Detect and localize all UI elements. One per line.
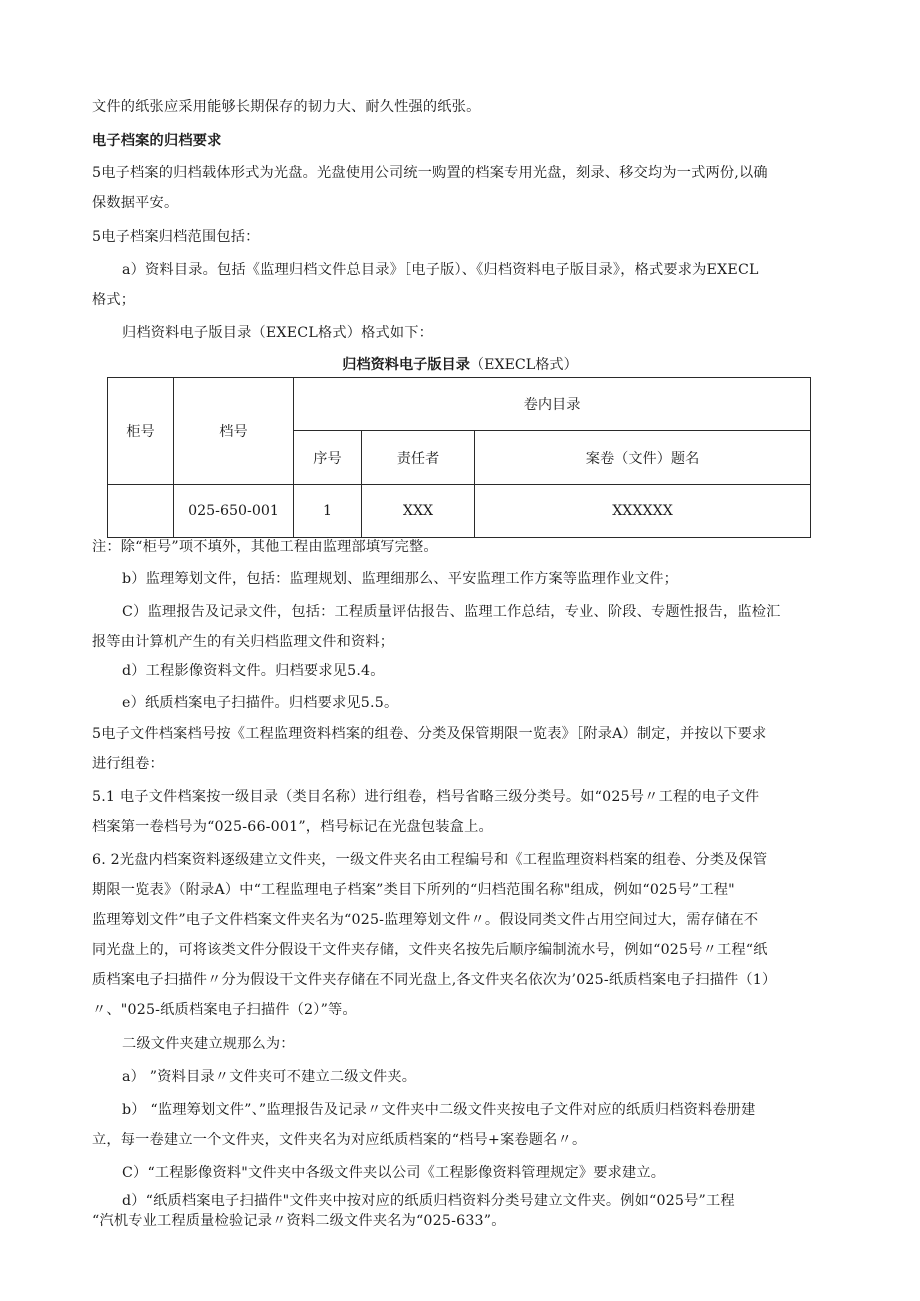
- cell-cabinet-no: [108, 485, 174, 538]
- header-responsible: 责任者: [362, 431, 475, 485]
- item-a-line2: 格式；: [92, 292, 136, 308]
- paragraph-archive-no-line2: 进行组卷：: [92, 756, 164, 772]
- item-a-line1: a）资料目录。包括《监理归档文件总目录》［电子版）、《归档资料电子版目录》，格式要求为EXECL: [122, 262, 759, 278]
- paragraph-carrier-line1: 5电子档案的归档载体形式为光盘。光盘使用公司统一购置的档案专用光盘，刻录、移交均为一式两份,以确: [92, 165, 768, 181]
- section-6-2-line1: 6. 2光盘内档案资料逐级建立文件夹，一级文件夹名由工程编号和《工程监理资料档案的组卷、分类及保管: [92, 852, 768, 868]
- table-caption-title: 归档资料电子版目录: [342, 357, 470, 373]
- item-c-line1: C）监理报告及记录文件，包括：工程质量评估报告、监理工作总结，专业、阶段、专题性报告，监检汇: [122, 604, 781, 620]
- item-d: d）工程影像资料文件。归档要求见5.4。: [122, 663, 385, 679]
- cell-seq: 1: [294, 485, 362, 538]
- table-caption-format: （EXECL格式）: [469, 357, 578, 373]
- paragraph-archive-no-line1: 5电子文件档案档号按《工程监理资料档案的组卷、分类及保管期限一览表》［附录A）制定，并按以下要求: [92, 726, 767, 742]
- section-6-2-line3: 监理筹划文件”电子文件档案文件夹名为“025-监理筹划文件〃。假设同类文件占用空间过大，需存储在不: [92, 912, 759, 928]
- rule-d-line2: “汽机专业工程质量检验记录〃资料二级文件夹名为“025-633”。: [92, 1213, 506, 1229]
- header-archive-no: 档号: [174, 378, 294, 485]
- paragraph-paper-quality: 文件的纸张应采用能够长期保存的韧力大、耐久性强的纸张。: [92, 99, 481, 115]
- rule-a: a） ”资料目录〃文件夹可不建立二级文件夹。: [122, 1069, 417, 1085]
- item-e: e）纸质档案电子扫描件。归档要求见5.5。: [122, 695, 399, 711]
- archive-catalog-table: [107, 377, 811, 538]
- header-seq: 序号: [294, 431, 362, 485]
- table-note: 注：除“柜号”项不填外，其他工程由监理部填写完整。: [92, 539, 438, 555]
- section-6-2-line4: 同光盘上的，可将该类文件分假设干文件夹存储，文件夹名按先后顺序编制流水号，例如“025号〃工程“纸: [92, 942, 768, 958]
- header-volume-catalog: 卷内目录: [294, 378, 811, 431]
- section-5-1-line1: 5.1 电子文件档案按一级目录（类目名称）进行组卷，档号省略三级分类号。如“025号〃工程的电子文件: [92, 789, 760, 805]
- rule-b-line1: b） “监理筹划文件”、”监理报告及记录〃文件夹中二级文件夹按电子文件对应的纸质归档资料卷册建: [122, 1102, 756, 1118]
- section-6-2-line2: 期限一览表》（附录A）中“工程监理电子档案”类目下所列的“归档范围名称"组成，例如“025号”工程": [92, 882, 735, 898]
- section-6-2-line6: 〃、"025-纸质档案电子扫描件（2）”等。: [92, 1002, 357, 1018]
- paragraph-scope: 5电子档案归档范围包括：: [92, 229, 260, 245]
- item-b: b）监理筹划文件，包括：监理规划、监理细那么、平安监理工作方案等监理作业文件；: [122, 571, 679, 587]
- table-caption: [0, 355, 920, 375]
- header-cabinet-no: 柜号: [108, 378, 174, 485]
- cell-file-title: XXXXXX: [475, 485, 811, 538]
- header-file-title: 案卷（文件）题名: [475, 431, 811, 485]
- rule-b-line2: 立，每一卷建立一个文件夹，文件夹名为对应纸质档案的“档号+案卷题名〃。: [92, 1132, 587, 1148]
- rule-c: C）“工程影像资料"文件夹中各级文件夹以公司《工程影像资料管理规定》要求建立。: [122, 1165, 666, 1181]
- section-5-1-line2: 档案第一卷档号为“025-66-001”，档号标记在光盘包装盒上。: [92, 819, 493, 835]
- section-heading-electronic-archive: 电子档案的归档要求: [92, 133, 222, 149]
- cell-archive-no: 025-650-001: [174, 485, 294, 538]
- table-intro: 归档资料电子版目录（EXECL格式）格式如下：: [122, 325, 434, 341]
- section-6-2-line5: 质档案电子扫描件〃分为假设干文件夹存储在不同光盘上,各文件夹名依次为’025-纸质档案电子扫描件（1）: [92, 972, 777, 988]
- paragraph-carrier-line2: 保数据平安。: [92, 195, 179, 211]
- rule-d-line1: d）“纸质档案电子扫描件"文件夹中按对应的纸质归档资料分类号建立文件夹。例如“025号”工程: [122, 1193, 735, 1209]
- subfolder-rules-intro: 二级文件夹建立规那么为：: [122, 1036, 295, 1052]
- cell-responsible: XXX: [362, 485, 475, 538]
- item-c-line2: 报等由计算机产生的有关归档监理文件和资料；: [92, 634, 395, 650]
